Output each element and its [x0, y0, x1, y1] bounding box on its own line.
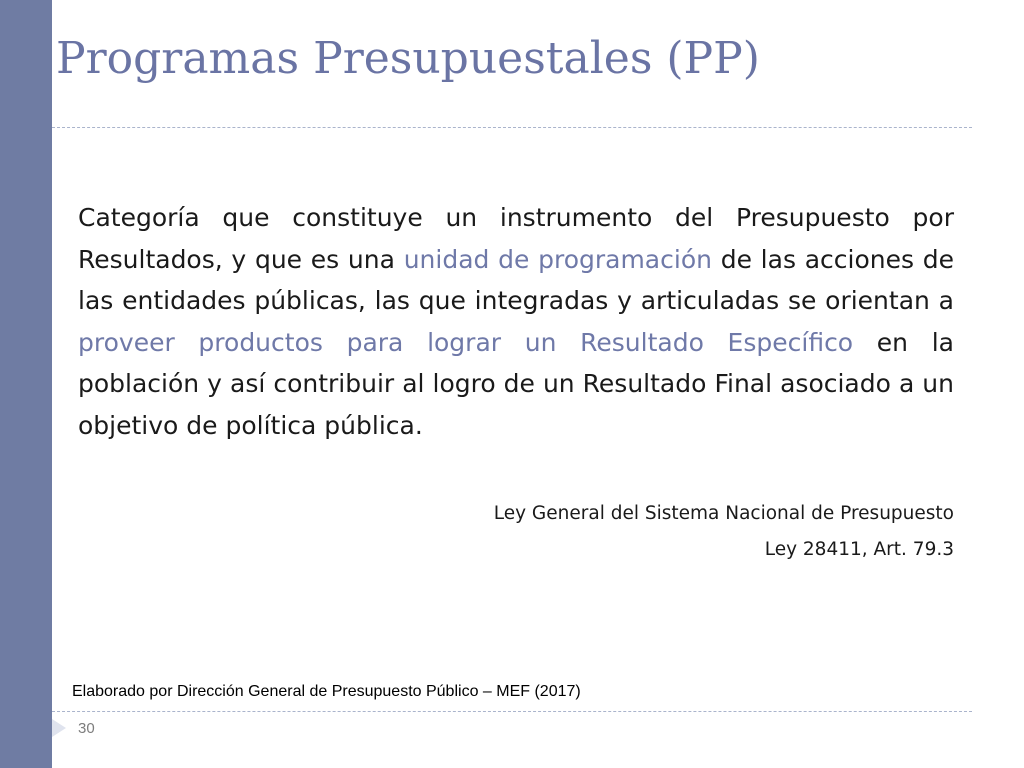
slide-title: Programas Presupuestales (PP) [56, 33, 760, 84]
title-divider [52, 127, 972, 128]
definition-text-1: Categoría que constituye un instrumento del Presupuesto por Resultados, y que es una [78, 203, 954, 274]
definition-text-3: en la población y así contribuir al logro de un Resultado Final asociado a un objetivo de política pública. [78, 327, 954, 440]
footer-divider [52, 711, 972, 712]
page-arrow-icon [52, 719, 66, 737]
citation-law-reference: Ley 28411, Art. 79.3 [764, 539, 954, 560]
left-accent-bar [0, 0, 52, 768]
source-note: Elaborado por Dirección General de Presupuesto Público – MEF (2017) [72, 683, 581, 700]
definition-text-2: de las acciones de las entidades públicas, las que integradas y articuladas se orientan a [78, 244, 954, 315]
highlight-unidad-programacion: unidad de programación [403, 244, 712, 274]
page-number: 30 [78, 720, 95, 737]
citation-law-name: Ley General del Sistema Nacional de Presupuesto [493, 503, 954, 524]
highlight-proveer-productos: proveer productos para lograr un Resultado Específico [78, 327, 854, 357]
definition-paragraph [78, 197, 954, 446]
